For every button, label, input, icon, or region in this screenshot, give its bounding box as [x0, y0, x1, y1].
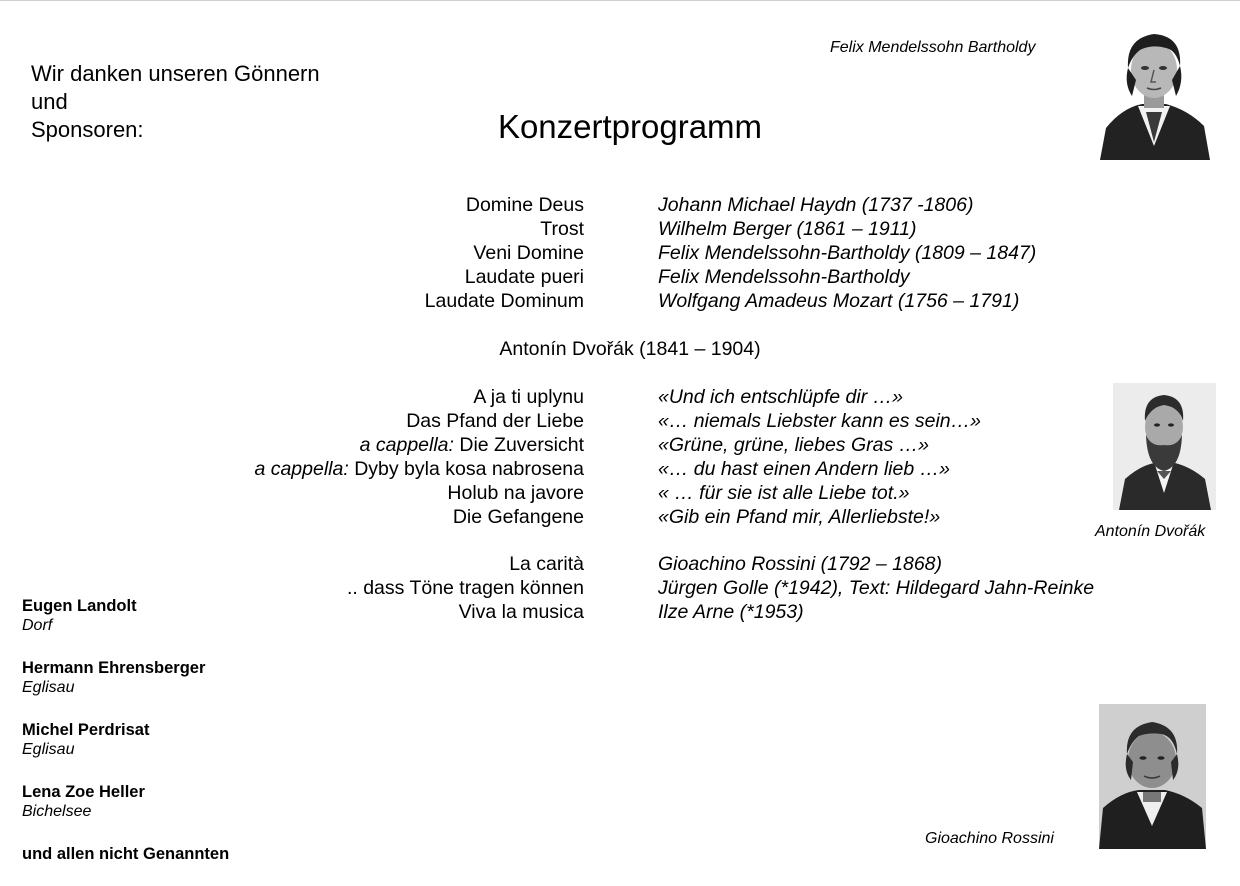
- mendelssohn-portrait: [1092, 20, 1216, 160]
- program-piece: [254, 409, 584, 433]
- piece-title: A ja ti uplynu: [473, 386, 584, 408]
- program-composer: Felix Mendelssohn-Bartholdy: [658, 266, 910, 288]
- program-translation: «Grüne, grüne, liebes Gras …»: [658, 434, 929, 456]
- sponsor-name: Hermann Ehrensberger: [22, 659, 206, 677]
- program-piece: [254, 433, 584, 457]
- thanks-heading: [31, 60, 371, 144]
- piece-title: Holub na javore: [447, 482, 584, 504]
- program-piece: [254, 385, 584, 409]
- thanks-line-3: Sponsoren:: [31, 117, 144, 142]
- dvorak-heading: Antonín Dvořák (1841 – 1904): [499, 338, 761, 360]
- program-piece: Trost: [540, 218, 584, 240]
- top-border: [0, 0, 1240, 1]
- piece-prefix: a cappella:: [359, 434, 454, 456]
- program-composer: Johann Michael Haydn (1737 -1806): [658, 194, 974, 216]
- program-piece: Veni Domine: [473, 242, 584, 264]
- program-part3-pieces: [347, 552, 584, 624]
- sponsor-name: Eugen Landolt: [22, 597, 137, 615]
- program-dvorak-pieces: [254, 385, 584, 529]
- program-composer: Wolfgang Amadeus Mozart (1756 – 1791): [658, 290, 1020, 312]
- program-translation: « … für sie ist alle Liebe tot.»: [658, 482, 910, 504]
- program-translation: «Gib ein Pfand mir, Allerliebste!»: [658, 506, 941, 528]
- program-part1-pieces: [425, 193, 584, 313]
- sponsors-list: [22, 596, 322, 864]
- sponsor-item: [22, 658, 322, 720]
- program-translation: «… du hast einen Andern lieb …»: [658, 458, 950, 480]
- sponsor-place: Eglisau: [22, 741, 75, 758]
- sponsors-closing: und allen nicht Genannten: [22, 845, 230, 863]
- thanks-line-2: und: [31, 89, 68, 114]
- sponsor-place: Eglisau: [22, 679, 75, 696]
- piece-title: Die Gefangene: [452, 506, 584, 528]
- program-composer: Felix Mendelssohn-Bartholdy (1809 – 1847): [658, 242, 1037, 264]
- program-piece: [254, 481, 584, 505]
- piece-title: Dyby byla kosa nabrosena: [348, 458, 584, 480]
- program-piece: .. dass Töne tragen können: [346, 577, 584, 599]
- program-piece: La carità: [509, 553, 584, 575]
- sponsor-item: [22, 720, 322, 782]
- sponsor-place: Bichelsee: [22, 803, 92, 820]
- program-piece: Laudate pueri: [464, 266, 584, 288]
- rossini-portrait: [1099, 704, 1206, 849]
- rossini-caption: Gioachino Rossini: [925, 830, 1054, 847]
- piece-title: Die Zuversicht: [453, 434, 584, 456]
- program-part3-composers: [658, 552, 1094, 624]
- piece-prefix: a cappella:: [254, 458, 349, 480]
- program-piece: Domine Deus: [465, 194, 584, 216]
- sponsor-place: Dorf: [22, 617, 53, 634]
- program-part1-composers: [658, 193, 1036, 313]
- program-piece: Laudate Dominum: [424, 290, 584, 312]
- program-dvorak-translations: [658, 385, 981, 529]
- program-composer: Jürgen Golle (*1942), Text: Hildegard Jahn-Reinke: [658, 577, 1095, 599]
- program-piece: Viva la musica: [458, 601, 584, 623]
- program-translation: «Und ich entschlüpfe dir …»: [658, 386, 903, 408]
- mendelssohn-caption: Felix Mendelssohn Bartholdy: [830, 39, 1036, 56]
- program-piece: [254, 457, 584, 481]
- sponsor-name: Lena Zoe Heller: [22, 783, 145, 801]
- piece-title: Das Pfand der Liebe: [406, 410, 584, 432]
- dvorak-caption: Antonín Dvořák: [1095, 523, 1206, 540]
- program-composer: Ilze Arne (*1953): [658, 601, 804, 623]
- page-title: Konzertprogramm: [497, 108, 763, 145]
- sponsor-item: [22, 782, 322, 844]
- program-composer: Gioachino Rossini (1792 – 1868): [658, 553, 943, 575]
- sponsor-item: [22, 596, 322, 658]
- program-composer: Wilhelm Berger (1861 – 1911): [658, 218, 917, 240]
- program-translation: «… niemals Liebster kann es sein…»: [658, 410, 981, 432]
- thanks-line-1: Wir danken unseren Gönnern: [31, 61, 320, 86]
- sponsor-name: Michel Perdrisat: [22, 721, 150, 739]
- dvorak-portrait: [1113, 383, 1216, 510]
- program-piece: [254, 505, 584, 529]
